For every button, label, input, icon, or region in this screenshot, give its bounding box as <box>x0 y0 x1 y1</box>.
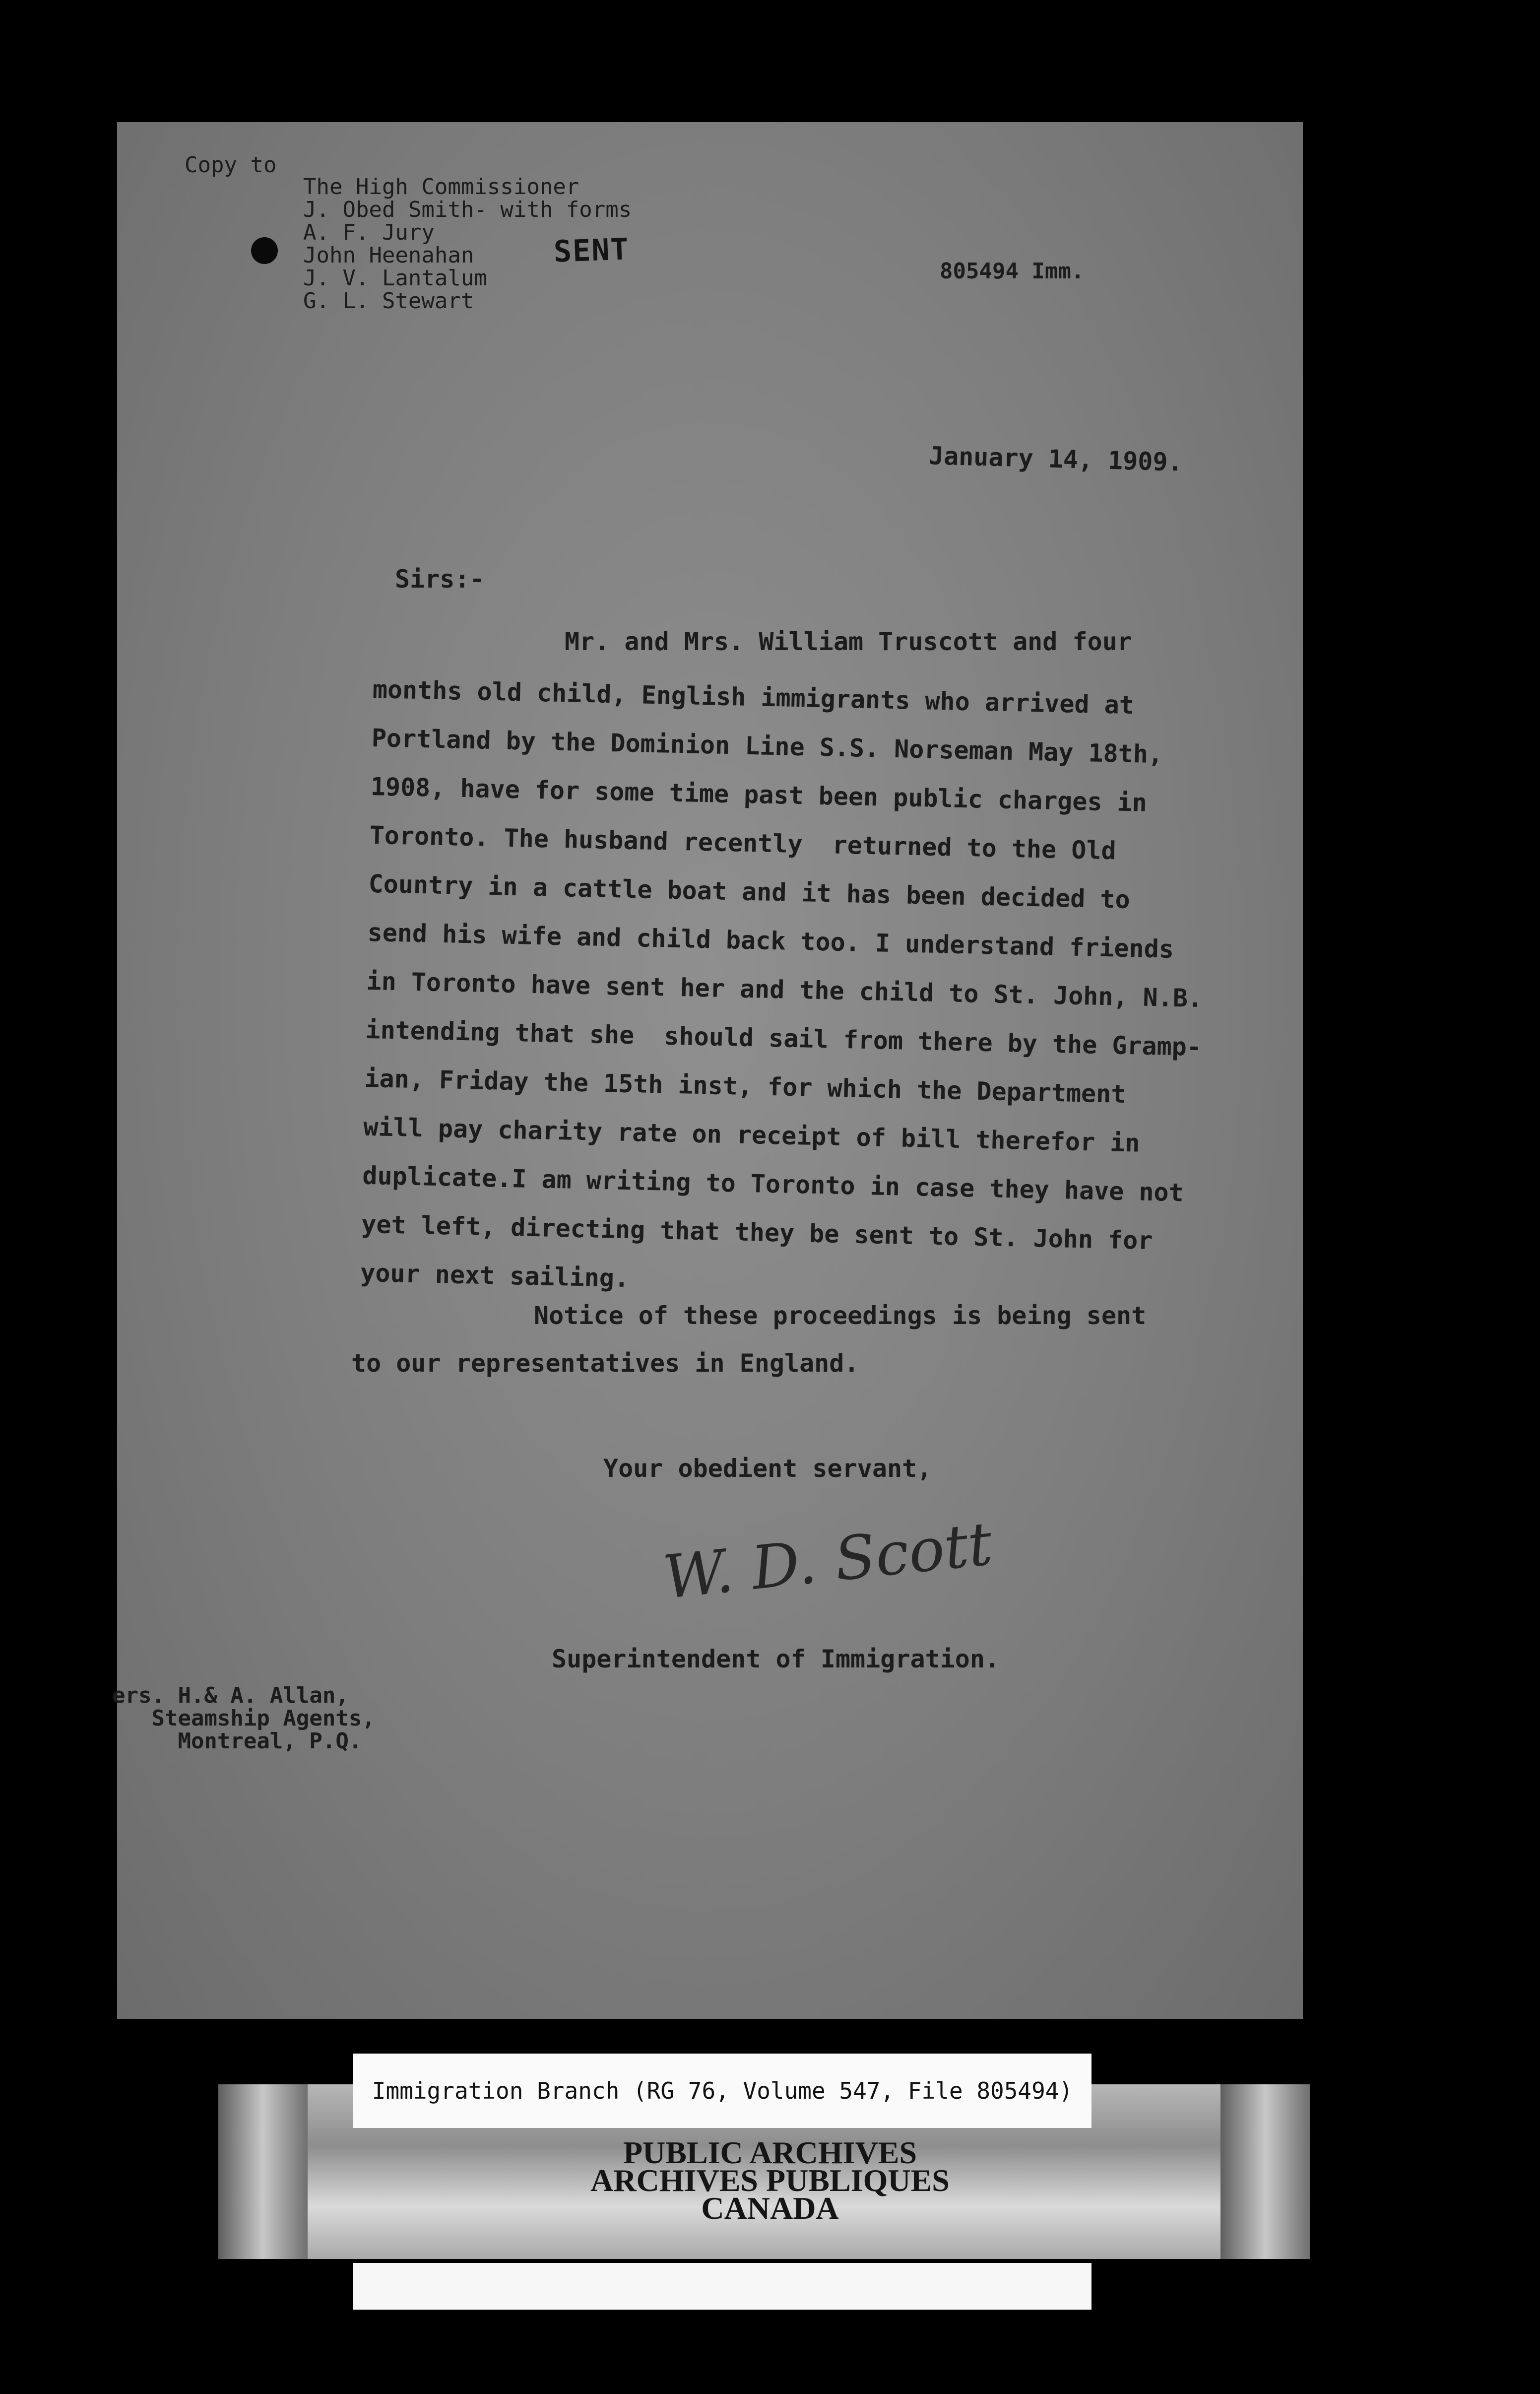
body-paragraph-1-first-line: Mr. and Mrs. William Truscott and four <box>565 627 1132 656</box>
label-strip <box>353 2263 1091 2310</box>
letter-date: January 14, 1909. <box>928 441 1183 477</box>
signature-title: Superintendent of Immigration. <box>552 1645 1000 1673</box>
sent-stamp: SENT <box>553 232 630 269</box>
copy-recipient-list: The High Commissioner J. Obed Smith- with forms A. F. Jury John Heenahan J. V. Lantalum G. L. Stewart <box>303 174 632 314</box>
archive-caption-card: Immigration Branch (RG 76, Volume 547, File 805494) <box>353 2054 1091 2128</box>
handwritten-signature: W. D. Scott <box>660 1509 996 1613</box>
body-paragraph-1: months old child, English immigrants who arrived at Portland by the Dominion Line S.S. Norseman May 18th, 1908, have for some time past been public charges in Toronto. The husband recently returned to the Old Country in a cattle boat and it has been decided to send his wife and child back too. I understand friends in Toronto have sent her and the child to St. John, N.B. intending that she should sail from there by the Gramp- ian, Friday the 15th inst, for which the Department will pay charity rate on receipt of bill therefor in duplicate.I am writing to Toronto in case they have not yet left, directing that they be sent to St. John for your next sailing. <box>360 674 1203 1293</box>
punch-hole <box>251 237 278 264</box>
letter-page <box>112 122 1303 2019</box>
salutation: Sirs:- <box>395 565 485 594</box>
file-number: 805494 Imm. <box>940 259 1085 284</box>
body-paragraph-2-first-line: Notice of these proceedings is being sent <box>534 1301 1147 1330</box>
body-paragraph-2: to our representatives in England. <box>351 1349 859 1378</box>
closing: Your obedient servant, <box>603 1454 932 1483</box>
addressee-block: ers. H.& A. Allan, Steamship Agents, Montreal, P.Q. <box>112 1683 375 1754</box>
archive-stamp: PUBLIC ARCHIVES ARCHIVES PUBLIQUES CANADA <box>590 2135 950 2226</box>
copy-to-label: Copy to <box>185 152 277 178</box>
